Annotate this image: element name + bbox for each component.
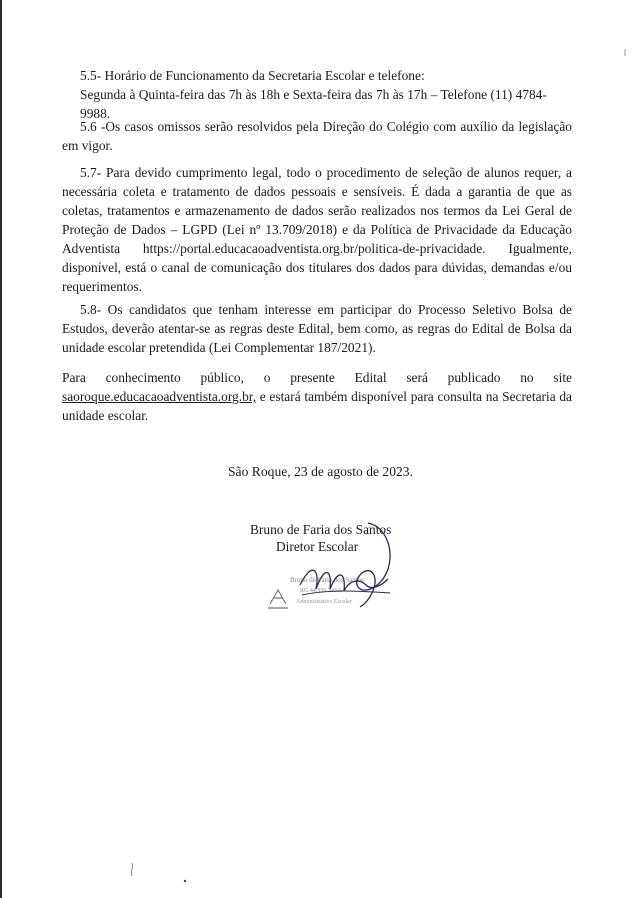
closing-word: conhecimento [105,370,181,385]
closing-word: presente [290,370,335,385]
closing-word: Edital [354,370,387,385]
closing-word: público, [200,370,244,385]
closing-word: no [520,370,534,385]
closing-word: publicado [447,370,501,385]
section-5-8: 5.8- Os candidatos que tenham interesse em participar do Processo Seletivo Bolsa de Estudos, deverão atentar-se as regras deste Edital, bem como, as regras do Edital de Bolsa da unidade escolar pretendida (Lei Complementar 187/2021). [62,302,572,355]
closing-paragraph [62,368,572,425]
closing-word: será [406,370,428,385]
handwritten-signature [290,515,410,620]
stamp-line-1: Bruno de Faria dos Santos [290,576,364,584]
closing-word: site [553,370,572,385]
section-5-5 [80,66,572,123]
closing-word: Para [62,370,86,385]
stamp-line-2: RG 44.956.343-6 [300,588,342,594]
scan-speck [622,48,628,58]
scan-speck [182,878,188,884]
scan-speck [128,862,136,878]
signatory-role: Diretor Escolar [276,539,359,554]
stamp-line-3: Administrativo Escolar [296,599,352,605]
closing-line-1 [62,368,572,387]
section-5-7: 5.7- Para devido cumprimento legal, todo o procedimento de seleção de alunos requer, a necessária coleta e tratamento de dados pessoais e sensíveis. É dada a garantia de que as coletas, tratamentos e armazenamento de dados serão realizados nos termos da Lei Geral de Proteção de Dados – LGPD (Lei nº 13.709/2018) e da Política de Privacidade da Educação Adventista https://portal.educacaoadventista.org.br/politica-de-privacidade. Igualmente, disponível, está o canal de comunicação dos titulares dos dados para dúvidas, demandas e/ou requerimentos. [62,165,572,294]
closing-line-2 [62,387,572,425]
section-5-5-heading: 5.5- Horário de Funcionamento da Secretaria Escolar e telefone: [80,68,425,83]
signatory-name: Bruno de Faria dos Santos [250,522,392,537]
section-5-6: 5.6 -Os casos omissos serão resolvidos pela Direção do Colégio com auxílio da legislação em vigor. [62,119,572,153]
scan-edge [0,0,2,898]
site-link[interactable]: saoroque.educacaoadventista.org.br, [62,389,257,404]
closing-rest: e estará também disponível para consulta na Secretaria da unidade escolar. [62,389,572,423]
document-date: São Roque, 23 de agosto de 2023. [228,464,414,479]
closing-word: o [263,370,271,385]
section-5-5-body: Segunda à Quinta-feira das 7h às 18h e Sexta-feira das 7h às 17h – Telefone (11) 4784-9988. [80,87,547,121]
